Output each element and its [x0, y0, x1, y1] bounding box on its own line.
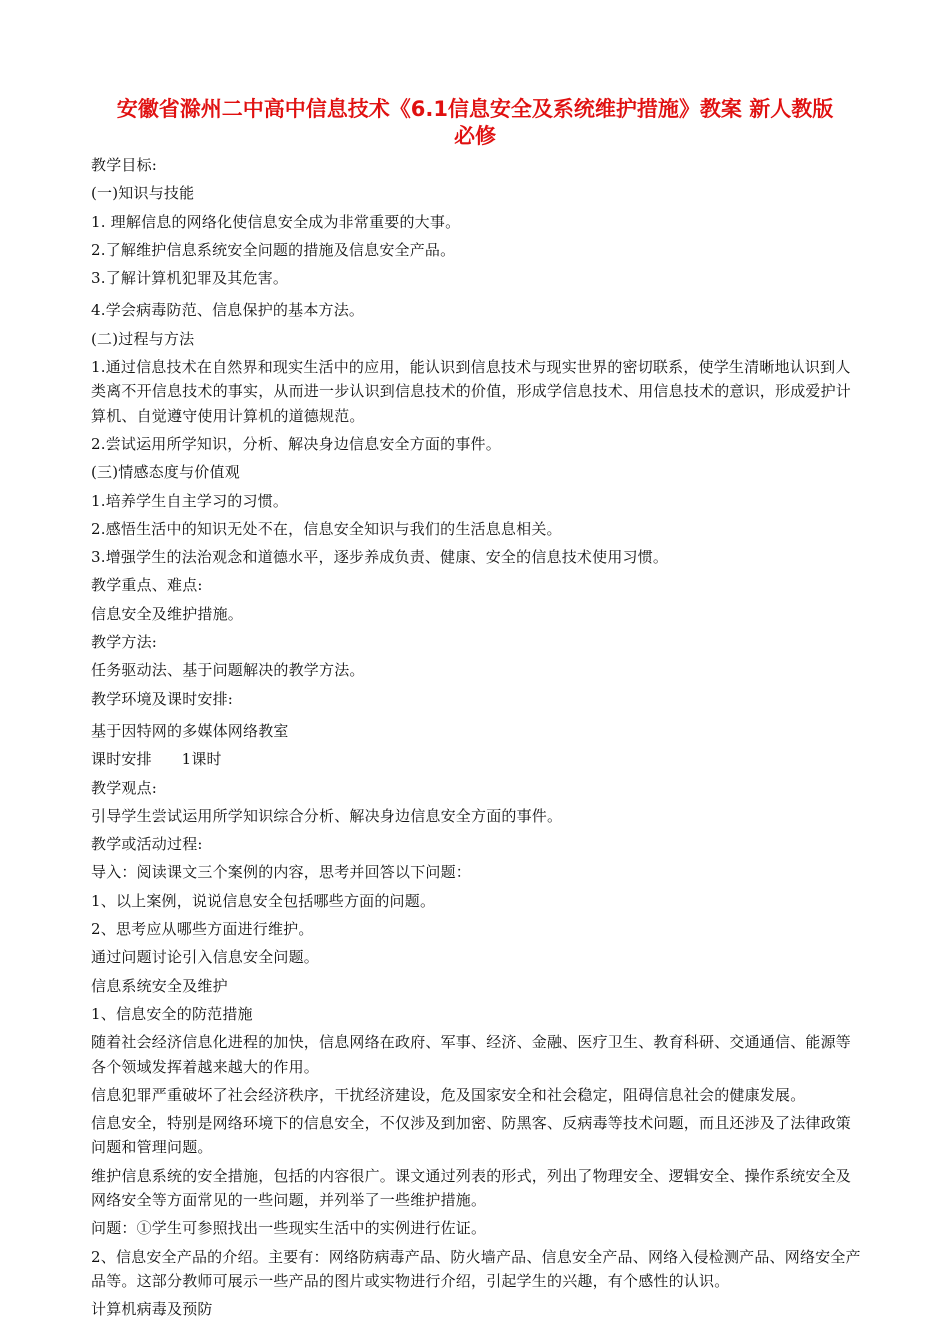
- section-heading: 信息系统安全及维护: [91, 976, 228, 995]
- paragraph: 信息安全，特别是网络环境下的信息安全，不仅涉及到加密、防黑客、反病毒等技术问题，而且还涉及了法律政策问题和管理问题。: [91, 1114, 852, 1157]
- heading-teaching-viewpoint: 教学观点:: [91, 778, 158, 797]
- paragraph: 引导学生尝试运用所学知识综合分析、解决身边信息安全方面的事件。: [91, 806, 563, 825]
- title-line-2: 必修: [454, 124, 496, 148]
- document-title: [80, 96, 870, 150]
- subsection-heading: 1、信息安全的防范措施: [91, 1004, 253, 1023]
- goal-item: 1. 理解信息的网络化使信息安全成为非常重要的大事。: [91, 212, 461, 231]
- paragraph: 2、思考应从哪些方面进行维护。: [91, 920, 314, 939]
- paragraph: 随着社会经济信息化进程的加快，信息网络在政府、军事、经济、金融、医疗卫生、教育科研、交通通信、能源等各个领域发挥着越来越大的作用。: [91, 1033, 852, 1076]
- goal-item: 4.学会病毒防范、信息保护的基本方法。: [91, 301, 365, 320]
- document-body: [91, 153, 861, 1321]
- subheading-knowledge-skills: (一)知识与技能: [91, 184, 195, 203]
- paragraph: 维护信息系统的安全措施，包括的内容很广。课文通过列表的形式，列出了物理安全、逻辑安全、操作系统安全及网络安全等方面常见的一些问题，并列举了一些维护措施。: [91, 1166, 852, 1209]
- heading-environment-schedule: 教学环境及课时安排:: [91, 689, 234, 708]
- paragraph: 信息犯罪严重破坏了社会经济秩序，干扰经济建设，危及国家安全和社会稳定，阻碍信息社会的健康发展。: [91, 1085, 806, 1104]
- goal-item: 2.了解维护信息系统安全问题的措施及信息安全产品。: [91, 240, 456, 259]
- goal-item: 2.感悟生活中的知识无处不在，信息安全知识与我们的生活息息相关。: [91, 519, 562, 538]
- title-line-1: 安徽省滁州二中高中信息技术《6.1信息安全及系统维护措施》教案 新人教版: [116, 97, 834, 121]
- subheading-process-method: (二)过程与方法: [91, 329, 195, 348]
- heading-teaching-methods: 教学方法:: [91, 633, 158, 652]
- goal-item: 2.尝试运用所学知识，分析、解决身边信息安全方面的事件。: [91, 434, 501, 453]
- heading-teaching-goals: 教学目标:: [91, 156, 158, 174]
- subheading-attitude-values: (三)情感态度与价值观: [91, 463, 240, 482]
- goal-item: 3.了解计算机犯罪及其危害。: [91, 269, 289, 288]
- goal-item: 1.通过信息技术在自然界和现实生活中的应用，能认识到信息技术与现实世界的密切联系，使学生清晰地认识到人类离不开信息技术的事实，从而进一步认识到信息技术的价值，形成学信息技术、用信息技术的意识，形成爱护计算机、自觉遵守使用计算机的道德规范。: [91, 358, 852, 425]
- paragraph: 通过问题讨论引入信息安全问题。: [91, 948, 320, 967]
- paragraph: 任务驱动法、基于问题解决的教学方法。: [91, 661, 365, 680]
- paragraph: 信息安全及维护措施。: [91, 604, 244, 623]
- paragraph: 问题：①学生可参照找出一些现实生活中的实例进行佐证。: [91, 1219, 487, 1238]
- heading-activity-process: 教学或活动过程:: [91, 835, 203, 854]
- paragraph: 课时安排 1课时: [91, 750, 222, 769]
- paragraph: 2、信息安全产品的介绍。主要有：网络防病毒产品、防火墙产品、信息安全产品、网络入侵检测产品、网络安全产品等。这部分教师可展示一些产品的图片或实物进行介绍，引起学生的兴趣，有个感性的认识。: [91, 1247, 861, 1290]
- heading-key-points: 教学重点、难点:: [91, 576, 203, 595]
- goal-item: 3.增强学生的法治观念和道德水平，逐步养成负责、健康、安全的信息技术使用习惯。: [91, 548, 669, 567]
- goal-item: 1.培养学生自主学习的习惯。: [91, 491, 289, 510]
- paragraph: 导入：阅读课文三个案例的内容，思考并回答以下问题：: [91, 863, 472, 882]
- paragraph: 基于因特网的多媒体网络教室: [91, 721, 289, 740]
- paragraph: 1、以上案例，说说信息安全包括哪些方面的问题。: [91, 891, 436, 910]
- section-heading: 计算机病毒及预防: [91, 1300, 213, 1319]
